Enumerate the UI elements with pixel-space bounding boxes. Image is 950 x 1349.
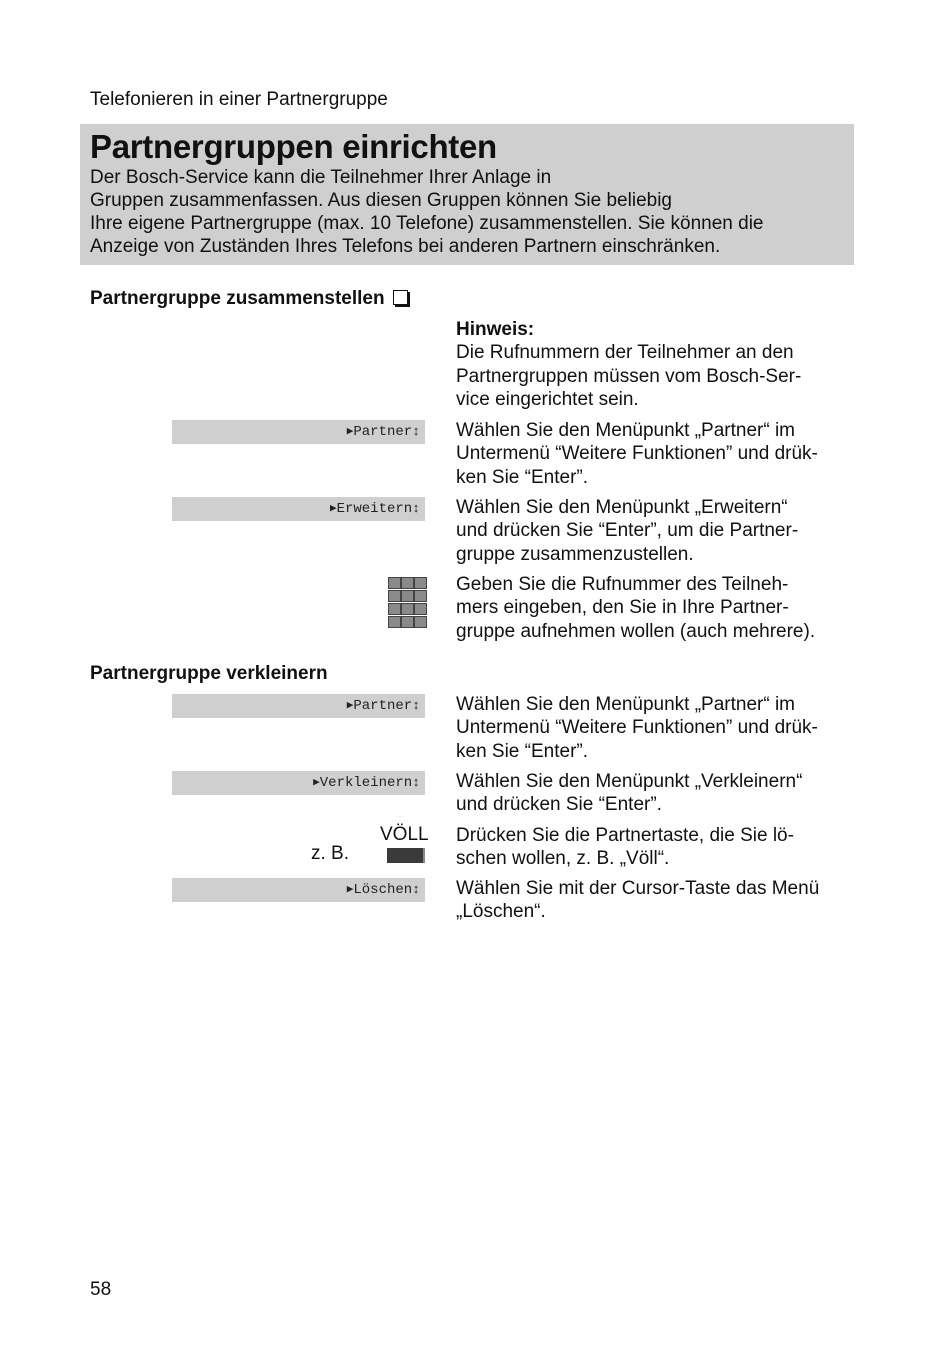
note-line: vice eingerichtet sein. [456, 388, 639, 410]
running-header: Telefonieren in einer Partnergruppe [90, 89, 388, 110]
step-line: Untermenü “Weitere Funktionen” und drük- [456, 443, 818, 465]
intro-line: Anzeige von Zuständen Ihres Telefons bei anderen Partnern einschränken. [90, 236, 721, 257]
step-line: Wählen Sie mit der Cursor-Taste das Menü [456, 878, 820, 899]
note-line: Partnergruppen müssen vom Bosch-Ser- [456, 365, 802, 387]
step-line: „Löschen“. [456, 901, 546, 923]
display-text: Verkleinern [319, 775, 413, 791]
step-description [456, 419, 856, 489]
up-down-arrow-icon: ↕ [412, 882, 420, 897]
page-title: Partnergruppen einrichten [90, 128, 497, 165]
step-line: Drücken Sie die Partnertaste, die Sie lö- [456, 825, 794, 846]
up-down-arrow-icon: ↕ [412, 698, 420, 713]
step-line: schen wollen, z. B. „Völl“. [456, 848, 670, 870]
display-verkleinern [172, 771, 425, 795]
section-heading-zusammenstellen [90, 288, 408, 310]
note-label: Hinweis: [456, 319, 535, 340]
play-arrow-icon: ▶ [329, 503, 337, 515]
intro-line: Gruppen zusammenfassen. Aus diesen Gruppen können Sie beliebig [90, 190, 672, 211]
step-line: Untermenü “Weitere Funktionen” und drük- [456, 717, 818, 739]
display-partner [172, 420, 425, 444]
keypad-icon [388, 577, 427, 629]
step-description [456, 496, 856, 566]
play-arrow-icon: ▶ [313, 777, 320, 789]
step-line: Wählen Sie den Menüpunkt „Partner“ im [456, 420, 795, 441]
intro-text [90, 166, 840, 258]
page-number: 58 [90, 1279, 112, 1300]
display-text: Löschen [353, 882, 413, 898]
step-description [456, 573, 856, 643]
step-line: Wählen Sie den Menüpunkt „Erweitern“ [456, 497, 788, 518]
play-arrow-icon: ▶ [346, 426, 354, 438]
up-down-arrow-icon: ↕ [412, 501, 420, 516]
section-heading-verkleinern: Partnergruppe verkleinern [90, 663, 328, 684]
step-line: Geben Sie die Rufnummer des Teilneh- [456, 574, 789, 595]
step-description [456, 824, 856, 871]
step-description [456, 877, 856, 924]
section-heading-text: Partnergruppe zusammenstellen [90, 288, 385, 309]
key-name-label: VÖLL [380, 824, 429, 845]
step-line: ken Sie “Enter”. [456, 740, 588, 762]
display-erweitern [172, 497, 425, 521]
display-partner [172, 694, 425, 718]
step-line: Wählen Sie den Menüpunkt „Partner“ im [456, 694, 795, 715]
display-loeschen [172, 878, 425, 902]
display-text: Erweitern [336, 501, 413, 517]
step-line: und drücken Sie “Enter”. [456, 794, 662, 816]
checkbox-icon [393, 290, 408, 305]
play-arrow-icon: ▶ [346, 884, 354, 896]
step-line: gruppe zusammenzustellen. [456, 543, 694, 565]
step-line: ken Sie “Enter”. [456, 466, 588, 488]
note-line: Die Rufnummern der Teilnehmer an den [456, 342, 794, 364]
up-down-arrow-icon: ↕ [412, 424, 420, 439]
title-box [80, 124, 854, 265]
example-prefix: z. B. [311, 843, 350, 864]
display-text: Partner [353, 424, 413, 440]
step-line: Wählen Sie den Menüpunkt „Verkleinern“ [456, 771, 803, 792]
note-block [456, 318, 856, 411]
step-line: gruppe aufnehmen wollen (auch mehrere). [456, 620, 816, 642]
partner-key-icon [387, 848, 425, 863]
step-line: mers eingeben, den Sie in Ihre Partner- [456, 597, 789, 619]
intro-line: Ihre eigene Partnergruppe (max. 10 Telefone) zusammenstellen. Sie können die [90, 213, 764, 234]
display-text: Partner [353, 698, 413, 714]
step-description [456, 693, 856, 763]
step-description [456, 770, 856, 817]
intro-line: Der Bosch-Service kann die Teilnehmer Ihrer Anlage in [90, 167, 552, 188]
step-line: und drücken Sie “Enter”, um die Partner- [456, 520, 799, 542]
up-down-arrow-icon: ↕ [412, 775, 420, 790]
play-arrow-icon: ▶ [346, 700, 354, 712]
